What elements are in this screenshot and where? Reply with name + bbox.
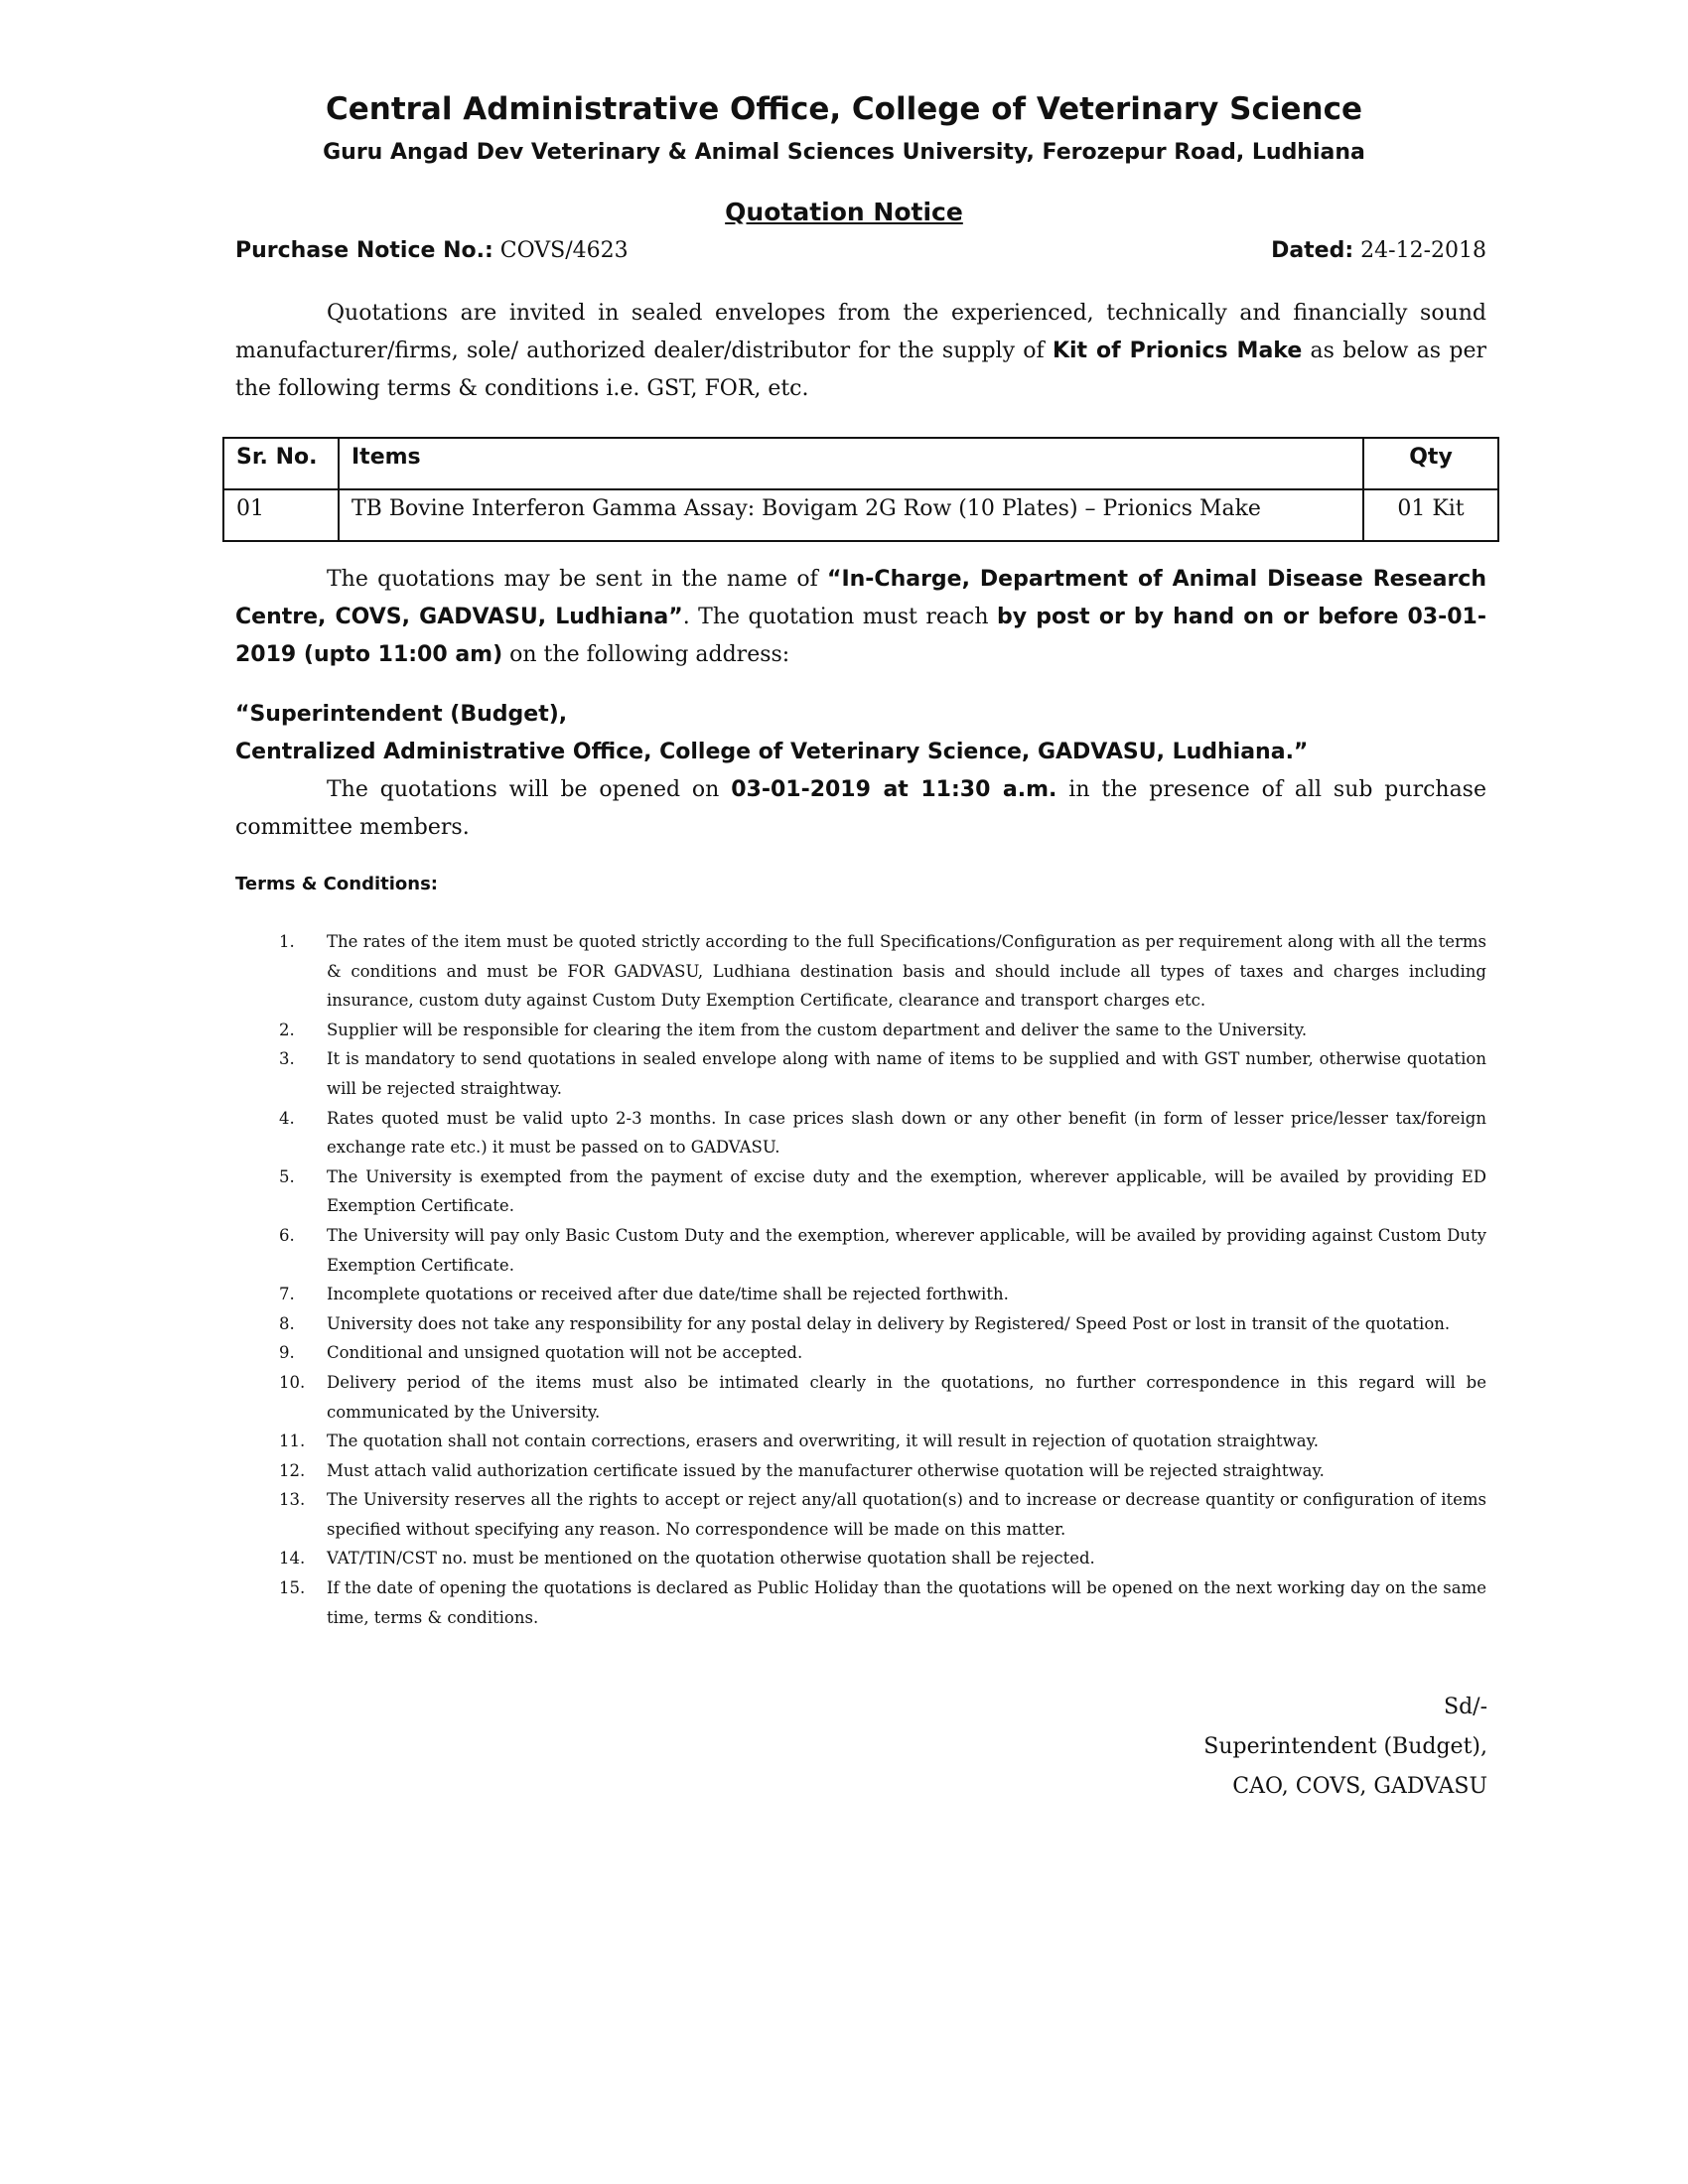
term-item: [235, 1368, 1486, 1427]
term-text: Supplier will be responsible for clearing the item from the custom department and deliver the same to the University.: [327, 1020, 1308, 1039]
signature-designation: Superintendent (Budget),: [1203, 1734, 1487, 1759]
term-number: 14.: [279, 1549, 306, 1569]
term-number: 15.: [279, 1578, 306, 1598]
term-text: The rates of the item must be quoted strictly according to the full Specifications/Configuration as per requirement along with all the terms & conditions and must be FOR GADVASU, Ludhiana destination basis and should include all types of taxes and charges including insurance, custom duty against Custom Duty Exemption Certificate, clearance and transport charges etc.: [327, 932, 1486, 1011]
opening-text-2: in the presence of all sub purchase committee members.: [235, 777, 1486, 840]
opening-datetime: 03-01-2019 at 11:30 a.m.: [731, 777, 1057, 802]
term-text: The University reserves all the rights to accept or reject any/all quotation(s) and to increase or decrease quantity or configuration of items specified without specifying any reason. No correspondence will be made on this matter.: [327, 1490, 1486, 1539]
purchase-notice-no: [235, 238, 629, 263]
cell-sr-no: 01: [223, 489, 339, 541]
submission-deadline: by post or by hand on or before 03-01-2019 (upto 11:00 am): [235, 605, 1486, 667]
opening-paragraph: [235, 771, 1486, 847]
term-number: 3.: [279, 1049, 295, 1069]
university-subtitle: Guru Angad Dev Veterinary & Animal Sciences University, Ferozepur Road, Ludhiana: [323, 140, 1365, 165]
term-number: 10.: [279, 1372, 306, 1392]
term-item: [235, 1221, 1486, 1280]
submission-text-3: on the following address:: [502, 642, 790, 667]
notice-title: Quotation Notice: [725, 198, 963, 226]
term-item: [235, 1338, 1486, 1368]
items-table: [222, 437, 1499, 542]
col-header-qty: Qty: [1363, 438, 1498, 489]
term-item: [235, 1485, 1486, 1544]
term-item: [235, 1544, 1486, 1573]
term-number: 6.: [279, 1225, 295, 1245]
col-header-items: Items: [339, 438, 1363, 489]
intro-text-end: as below as per the following terms & conditions i.e. GST, FOR, etc.: [235, 339, 1486, 401]
office-title: Central Administrative Office, College of Veterinary Science: [325, 91, 1363, 127]
term-text: VAT/TIN/CST no. must be mentioned on the quotation otherwise quotation shall be rejected.: [327, 1549, 1095, 1569]
signature-sd: Sd/-: [1444, 1695, 1487, 1719]
term-text: Delivery period of the items must also be intimated clearly in the quotations, no further correspondence in this regard will be communicated by the University.: [327, 1372, 1486, 1422]
submission-addressee: “In-Charge, Department of Animal Disease Research Centre, COVS, GADVASU, Ludhiana”: [235, 567, 1486, 629]
signature-office: CAO, COVS, GADVASU: [1232, 1774, 1487, 1799]
term-item: [235, 1309, 1486, 1339]
term-item: [235, 1044, 1486, 1103]
col-header-sr-no: Sr. No.: [223, 438, 339, 489]
term-number: 4.: [279, 1108, 295, 1128]
term-item: [235, 1016, 1486, 1045]
date-value: 24-12-2018: [1360, 238, 1486, 263]
term-number: 11.: [279, 1432, 306, 1451]
submission-paragraph: [235, 561, 1486, 674]
purchase-notice-label: Purchase Notice No.:: [235, 238, 493, 263]
term-text: It is mandatory to send quotations in sealed envelope along with name of items to be supplied and with GST number, otherwise quotation will be rejected straightway.: [327, 1049, 1486, 1098]
term-item: [235, 927, 1486, 1016]
term-number: 2.: [279, 1020, 295, 1039]
term-number: 13.: [279, 1490, 306, 1510]
term-item: [235, 1104, 1486, 1162]
term-text: Conditional and unsigned quotation will not be accepted.: [327, 1343, 803, 1363]
term-text: The University will pay only Basic Custom Duty and the exemption, wherever applicable, will be availed by providing against Custom Duty Exemption Certificate.: [327, 1225, 1486, 1275]
term-item: [235, 1427, 1486, 1456]
term-number: 12.: [279, 1460, 306, 1480]
opening-text: The quotations will be opened on: [327, 777, 732, 802]
address-line-2: Centralized Administrative Office, College of Veterinary Science, GADVASU, Ludhiana.”: [235, 740, 1309, 764]
purchase-notice-value: COVS/4623: [499, 238, 629, 263]
term-item: [235, 1573, 1486, 1632]
date-label: Dated:: [1271, 238, 1354, 263]
term-item: [235, 1162, 1486, 1221]
term-item: [235, 1456, 1486, 1486]
address-line-1: “Superintendent (Budget),: [235, 702, 568, 727]
term-text: University does not take any responsibility for any postal delay in delivery by Registered/ Speed Post or lost in transit of the quotation.: [327, 1313, 1451, 1333]
notice-date: [1271, 238, 1486, 263]
term-text: Rates quoted must be valid upto 2-3 months. In case prices slash down or any other benefit (in form of lesser price/lesser tax/foreign exchange rate etc.) it must be passed on to GADVASU.: [327, 1108, 1486, 1158]
term-text: If the date of opening the quotations is declared as Public Holiday than the quotations will be opened on the next working day on the same time, terms & conditions.: [327, 1578, 1486, 1627]
intro-bold: Kit of Prionics Make: [1052, 339, 1303, 363]
cell-qty: 01 Kit: [1363, 489, 1498, 541]
term-text: The quotation shall not contain corrections, erasers and overwriting, it will result in rejection of quotation straightway.: [327, 1432, 1320, 1451]
term-number: 9.: [279, 1343, 295, 1363]
terms-list: [235, 927, 1486, 1632]
intro-paragraph: [235, 295, 1486, 408]
term-text: Incomplete quotations or received after due date/time shall be rejected forthwith.: [327, 1285, 1009, 1304]
submission-text-2: . The quotation must reach: [682, 605, 997, 629]
submission-text: The quotations may be sent in the name of: [327, 567, 827, 592]
terms-title: Terms & Conditions:: [235, 874, 438, 894]
term-text: Must attach valid authorization certificate issued by the manufacturer otherwise quotation will be rejected straightway.: [327, 1460, 1325, 1480]
table-header-row: [223, 438, 1498, 489]
intro-text: Quotations are invited in sealed envelopes from the experienced, technically and financially sound manufacturer/firms, sole/ authorized dealer/distributor for the supply of: [235, 301, 1486, 363]
term-text: The University is exempted from the payment of excise duty and the exemption, wherever applicable, will be availed by providing ED Exemption Certificate.: [327, 1166, 1486, 1216]
term-number: 7.: [279, 1285, 295, 1304]
term-number: 8.: [279, 1313, 295, 1333]
term-number: 5.: [279, 1166, 295, 1186]
cell-item: TB Bovine Interferon Gamma Assay: Bovigam 2G Row (10 Plates) – Prionics Make: [339, 489, 1363, 541]
term-item: [235, 1280, 1486, 1309]
table-row: [223, 489, 1498, 541]
term-number: 1.: [279, 932, 295, 951]
